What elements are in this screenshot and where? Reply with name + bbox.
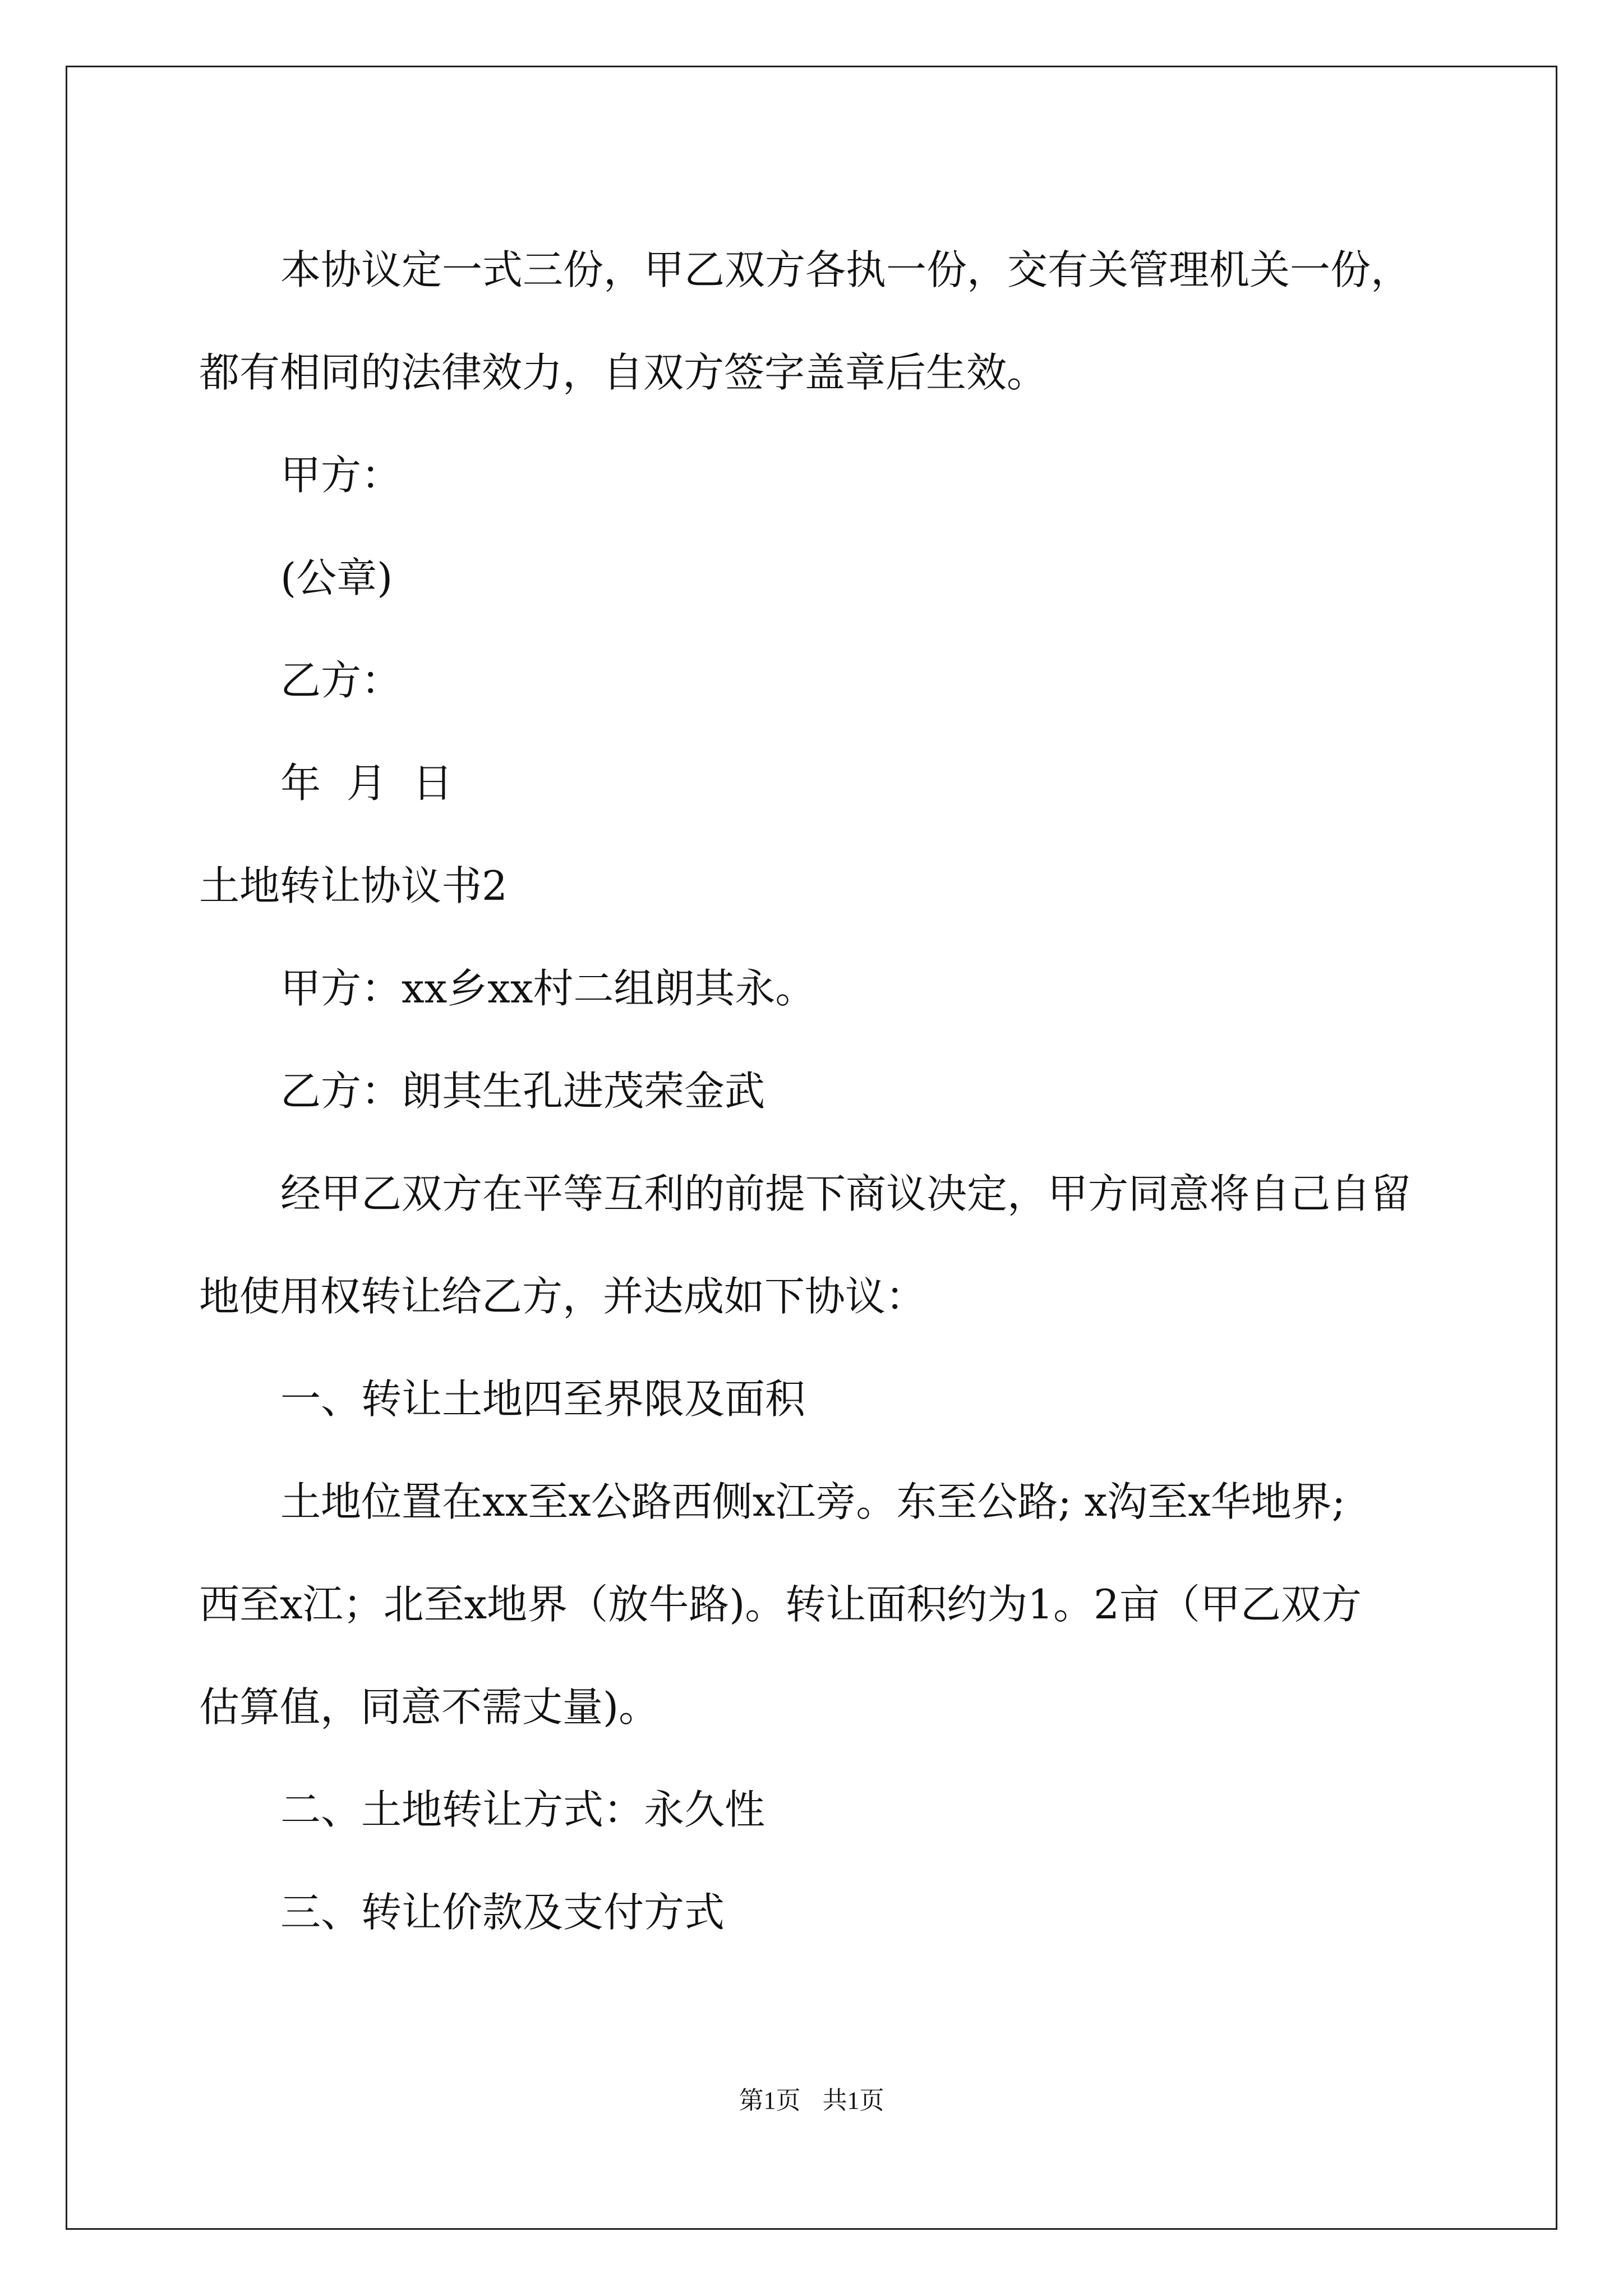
paragraph-line: 本协议定一式三份，甲乙双方各执一份，交有关管理机关一份， xyxy=(280,246,1412,293)
page-number: 第1页 xyxy=(739,2087,801,2114)
party-a-line: 甲方：xx乡xx村二组朗其永。 xyxy=(280,965,816,1012)
page-total: 共1页 xyxy=(822,2087,884,2114)
seal-label: (公章) xyxy=(280,554,393,601)
paragraph-line: 土地位置在xx至x公路西侧x江旁。东至公路; x沟至x华地界; xyxy=(280,1478,1346,1525)
party-b-line: 乙方：朗其生孔进茂荣金武 xyxy=(280,1068,766,1115)
date-line: 年 月 日 xyxy=(280,760,453,807)
paragraph-line: 都有相同的法律效力，自双方签字盖章后生效。 xyxy=(199,349,1048,396)
paragraph-line: 估算值，同意不需丈量)。 xyxy=(199,1683,660,1731)
section-heading: 二、土地转让方式：永久性 xyxy=(280,1786,766,1833)
section-heading: 一、转让土地四至界限及面积 xyxy=(280,1375,806,1423)
document-title: 土地转让协议书2 xyxy=(199,862,508,909)
paragraph-line: 经甲乙双方在平等互利的前提下商议决定，甲方同意将自己自留 xyxy=(280,1170,1412,1217)
paragraph-line: 地使用权转让给乙方，并达成如下协议： xyxy=(199,1273,926,1320)
paragraph-line: 西至x江；北至x地界（放牛路)。转让面积约为1。2亩（甲乙双方 xyxy=(199,1581,1362,1628)
party-a-label: 甲方： xyxy=(280,452,402,499)
page-footer xyxy=(0,2080,1623,2116)
party-b-label: 乙方： xyxy=(280,657,402,704)
section-heading: 三、转让价款及支付方式 xyxy=(280,1889,725,1936)
document-body xyxy=(199,219,1461,1964)
